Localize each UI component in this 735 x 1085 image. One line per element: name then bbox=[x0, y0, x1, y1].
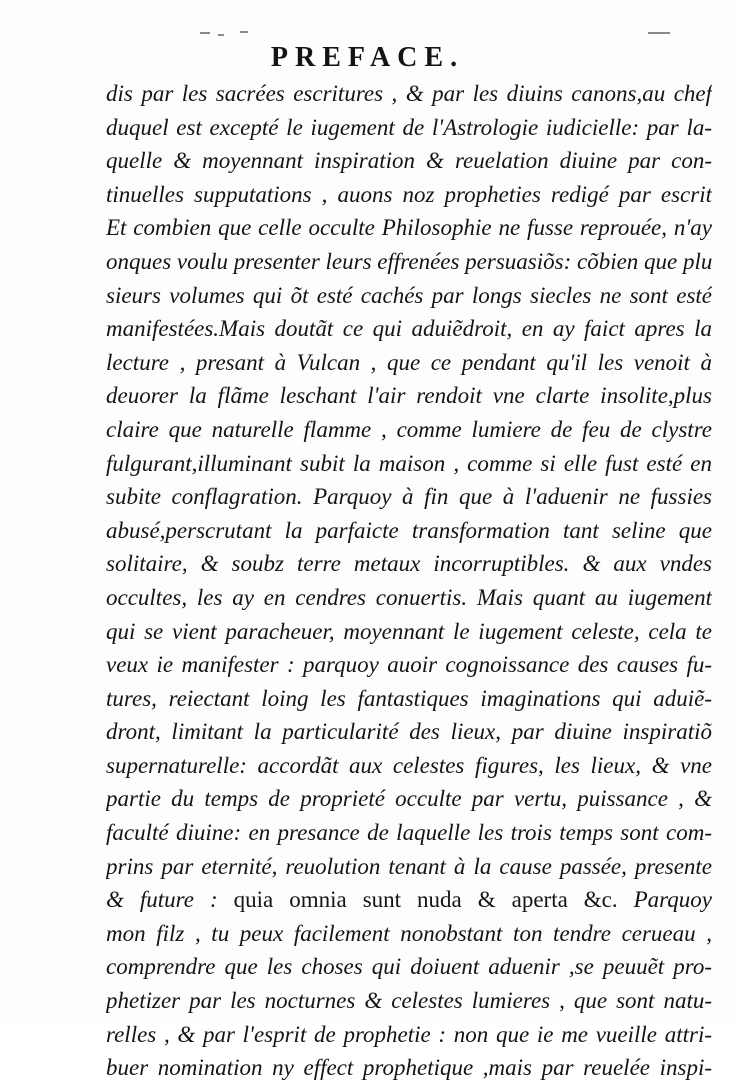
ink-speck bbox=[218, 34, 224, 36]
text-line: mon filz , tu peux facilement nonobstant ton tendre cerueau , bbox=[106, 920, 712, 946]
text-line: duquel est excepté le iugement de l'Astrologie iudicielle: par la- bbox=[106, 114, 712, 140]
italic-segment: Parquoy bbox=[617, 887, 712, 913]
running-head: PREFACE. bbox=[270, 42, 465, 73]
text-line: Et combien que celle occulte Philosophie ne fusse reprouée, n'ay bbox=[106, 215, 712, 241]
roman-latin-phrase: quia omnia sunt nuda & aperta &c. bbox=[233, 887, 618, 913]
text-line: solitaire, & soubz terre metaux incorruptibles. & aux vndes bbox=[106, 551, 712, 577]
text-line: tinuelles supputations , auons noz propheties redigé par escrit bbox=[106, 181, 712, 207]
text-line: tures, reiectant loing les fantastiques imaginations qui aduiẽ- bbox=[106, 685, 712, 711]
text-line: lecture , presant à Vulcan , que ce pendant qu'il les venoit à bbox=[106, 349, 712, 375]
italic-segment: & future : bbox=[106, 887, 234, 913]
text-line: abusé,perscrutant la parfaicte transformation tant seline que bbox=[106, 517, 712, 543]
text-line: claire que naturelle flamme , comme lumiere de feu de clystre bbox=[106, 416, 712, 442]
text-line: partie du temps de proprieté occulte par vertu, puissance , & bbox=[106, 786, 712, 812]
text-line: deuorer la flãme leschant l'air rendoit vne clarte insolite,plus bbox=[106, 383, 712, 409]
body-text bbox=[106, 77, 712, 1085]
text-line: onques voulu presenter leurs effrenées persuasiõs: cõbien que plu bbox=[106, 248, 712, 274]
text-line: veux ie manifester : parquoy auoir cognoissance des causes fu- bbox=[106, 652, 712, 678]
text-line-mixed bbox=[106, 883, 712, 917]
top-edge-marks bbox=[200, 28, 680, 38]
text-line: dis par les sacrées escritures , & par les diuins canons,au chef bbox=[106, 81, 712, 106]
text-line: buer nomination ny effect prophetique ,mais par reuelée inspi- bbox=[106, 1055, 712, 1081]
text-line: manifestées.Mais doutãt ce qui aduiẽdroit, en ay faict apres la bbox=[106, 316, 712, 342]
text-line: faculté diuine: en presance de laquelle les trois temps sont com- bbox=[106, 820, 712, 846]
text-line: dront, limitant la particularité des lieux, par diuine inspiratiõ bbox=[106, 719, 712, 745]
ink-speck bbox=[240, 31, 248, 33]
text-line: comprendre que les choses qui doiuent aduenir ,se peuuẽt pro- bbox=[106, 954, 712, 980]
text-line: occultes, les ay en cendres conuertis. Mais quant au iugement bbox=[106, 584, 712, 610]
text-line: fulgurant,illuminant subit la maison , comme si elle fust esté en bbox=[106, 450, 712, 476]
text-line: relles , & par l'esprit de prophetie : non que ie me vueille attri- bbox=[106, 1021, 712, 1047]
text-line: supernaturelle: accordãt aux celestes figures, les lieux, & vne bbox=[106, 752, 712, 778]
ink-speck bbox=[200, 32, 210, 34]
text-line: phetizer par les nocturnes & celestes lumieres , que sont natu- bbox=[106, 988, 712, 1014]
text-line: quelle & moyennant inspiration & reuelation diuine par con- bbox=[106, 148, 712, 174]
ink-speck bbox=[648, 32, 670, 34]
text-line: sieurs volumes qui õt esté cachés par longs siecles ne sont esté bbox=[106, 282, 712, 308]
text-line: qui se vient paracheuer, moyennant le iugement celeste, cela te bbox=[106, 618, 712, 644]
text-line: subite conflagration. Parquoy à fin que à l'aduenir ne fussies bbox=[106, 484, 712, 510]
text-line: prins par eternité, reuolution tenant à la cause passée, presente bbox=[106, 853, 712, 879]
